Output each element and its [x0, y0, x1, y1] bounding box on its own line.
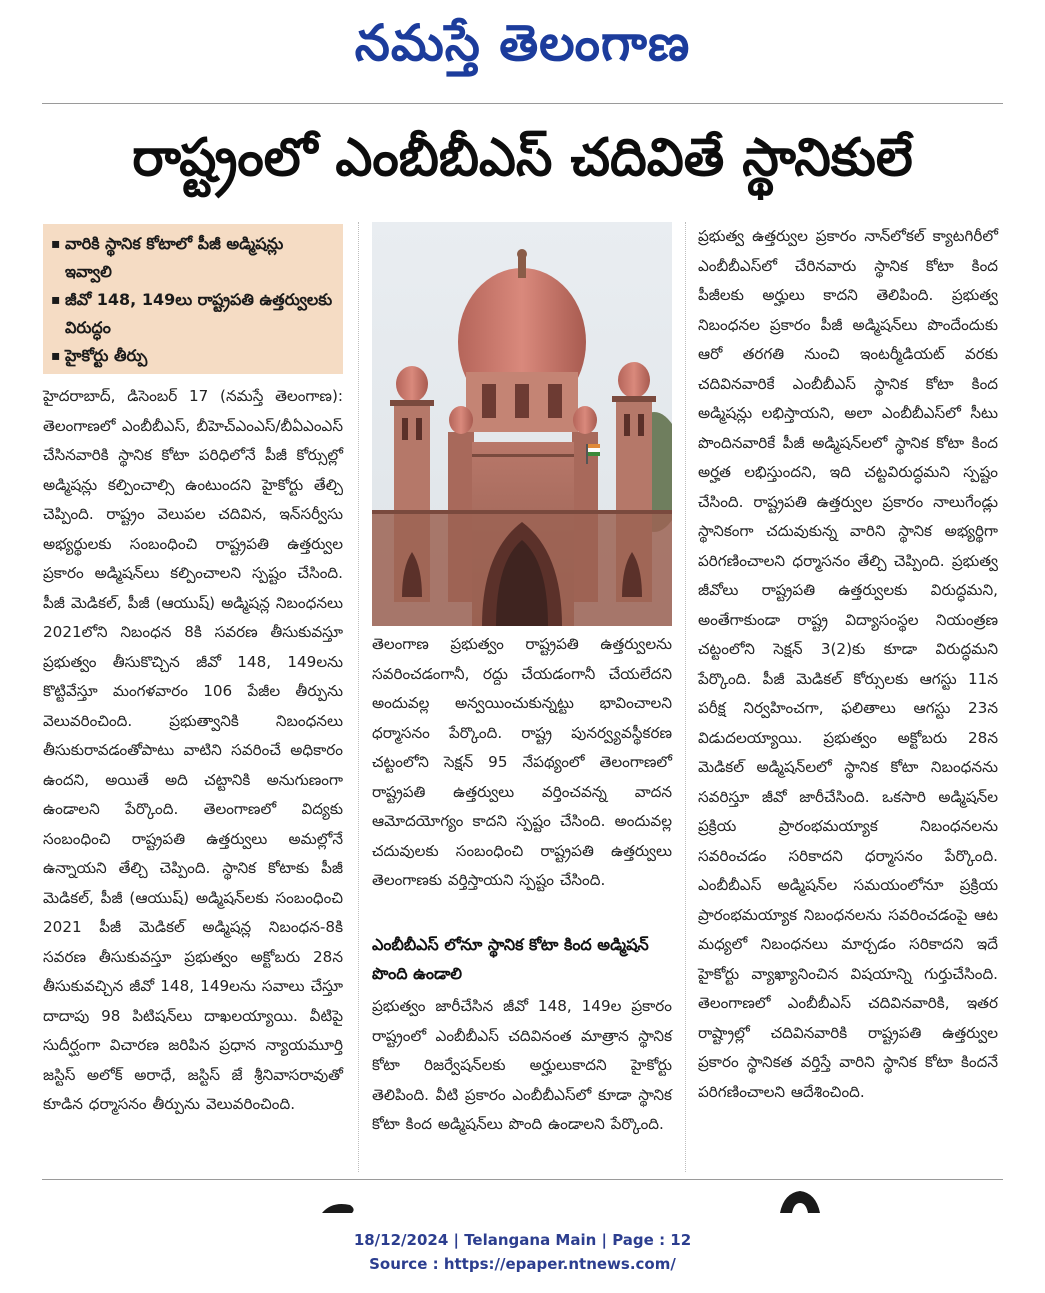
article-subheading: ఎంబీబీఎస్ లోనూ స్థానిక కోటా కింద అడ్మిషన్ పొంది ఉండాలి: [372, 935, 649, 983]
bottom-divider: [42, 1179, 1003, 1180]
article-column-middle-bottom: ప్రభుత్వం జారీచేసిన జీవో 148, 149ల ప్రకారం రాష్ట్రంలో ఎంబీబీఎస్ చదివినంత మాత్రాన స్థానిక కోటా రిజర్వేషన్‌లకు అర్హులుకాదని హైకోర్టు తెలిపింది. వీటి ప్రకారం ఎంబీబీఎస్‌లో కూడా స్థానిక కోటా కింద అడ్మిషన్‌లు పొంది ఉండాలని పేర్కొంది.: [372, 997, 672, 1133]
highlight-item: [51, 230, 335, 286]
article-headline: రాష్ట్రంలో ఎంబీబీఎస్ చదివితే స్థానికులే: [132, 128, 913, 188]
article-column-left: హైదరాబాద్, డిసెంబర్ 17 (నమస్తే తెలంగాణ): తెలంగాణలో ఎంబీబీఎస్, బీహెచ్‌ఎంఎస్/బీఏఎంఎస్ చేసినవారికి స్థానిక కోటా పరిధిలోనే పీజీ కోర్సుల్లో అడ్మిషన్లు కల్పించాల్సి ఉంటుందని హైకోర్టు తేల్చి చెప్పింది. రాష్ట్రం వెలుపల చదివిన, ఇన్‌సర్వీసు అభ్యర్థులకు సంబంధించి రాష్ట్రపతి ఉత్తర్వుల ప్రకారం అడ్మిషన్‌లు కల్పించాలని స్పష్టం చేసింది. పీజీ మెడికల్, పీజీ (ఆయుష్) అడ్మిషన్ల నిబంధనలు 2021లోని నిబంధన 8కి సవరణ తీసుకువస్తూ ప్రభుత్వం తీసుకొచ్చిన జీవో 148, 149లను కొట్టివేస్తూ మంగళవారం 106 పేజీల తీర్పును వెలువరించింది. ప్రభుత్వానికి నిబంధనలు తీసుకురావడంతోపాటు వాటిని సవరించే అధికారం ఉందని, అయితే అది చట్టానికి అనుగుణంగా ఉండాలని పేర్కొంది. తెలంగాణలో విద్యకు సంబంధించి రాష్ట్రపతి ఉత్తర్వులు అమల్లోనే ఉన్నాయని తేల్చి చెప్పింది. స్థానిక కోటాకు పీజీ మెడికల్, పీజీ (ఆయుష్) అడ్మిషన్‌లకు సంబంధించి 2021 పీజీ మెడికల్ అడ్మిషన్ల నిబంధన-8కి సవరణ తీసుకువస్తూ ప్రభుత్వం అక్టోబరు 28న తీసుకువచ్చిన జీవో 148, 149లను సవాలు చేస్తూ దాదాపు 98 పిటిషన్‌లు దాఖలయ్యాయి. వీటిపై సుదీర్ఘంగా విచారణ జరిపిన ప్రధాన న్యాయమూర్తి జస్టిస్ అలోక్ అరాధే, జస్టిస్ జే శ్రీనివాసరావుతో కూడిన ధర్మాసనం తీర్పును వెలువరించింది.: [43, 387, 343, 1113]
bullet-icon: ▪: [51, 292, 61, 308]
highlight-text: వారికి స్థానిక కోటాలో పీజీ అడ్మిషన్లు ఇవ్వాలి: [65, 234, 284, 281]
newspaper-masthead: నమస్తే తెలంగాణ: [354, 13, 691, 72]
bullet-icon: ▪: [51, 348, 61, 364]
highlight-text: జీవో 148, 149లు రాష్ట్రపతి ఉత్తర్వులకు విరుద్ధం: [65, 290, 333, 337]
highlight-text: హైకోర్టు తీర్పు: [65, 346, 148, 365]
highlight-item: [51, 342, 335, 370]
column-divider: [358, 222, 359, 1172]
bullet-icon: ▪: [51, 236, 61, 252]
highlight-item: [51, 286, 335, 342]
high-court-photo: [372, 222, 672, 626]
article-column-middle-top: తెలంగాణ ప్రభుత్వం రాష్ట్రపతి ఉత్తర్వులను సవరించడంగానీ, రద్దు చేయడంగానీ చేయలేదని అందువల్ల అన్వయించుకున్నట్టు భావించాలని ధర్మాసనం పేర్కొంది. రాష్ట్ర పునర్వ్యవస్థీకరణ చట్టంలోని సెక్షన్ 95 నేపథ్యంలో తెలంగాణలో రాష్ట్రపతి ఉత్తర్వులు వర్తించవన్న వాదన ఆమోదయోగ్యం కాదని స్పష్టం చేసింది. అందువల్ల చదువులకు సంబంధించి రాష్ట్రపతి ఉత్తర్వులు తెలంగాణకు వర్తిస్తాయని స్పష్టం చేసింది.: [372, 635, 672, 889]
footer-source-link[interactable]: Source : https://epaper.ntnews.com/: [369, 1255, 676, 1273]
masthead-divider: [42, 103, 1003, 104]
next-article-cutoff: [0, 1183, 1045, 1213]
footer-edition-info: 18/12/2024 | Telangana Main | Page : 12: [353, 1231, 692, 1249]
column-divider: [685, 222, 686, 1172]
highlights-box: [43, 224, 343, 374]
article-column-right: ప్రభుత్వ ఉత్తర్వుల ప్రకారం నాన్‌లోకల్ క్యాటగిరీలో ఎంబీబీఎస్‌లో చేరినవారు స్థానిక కోటా కింద పీజీలకు అర్హులు కాదని తెలిపింది. ప్రభుత్వ నిబంధనల ప్రకారం పీజీ అడ్మిషన్‌లు పొందేందుకు ఆరో తరగతి నుంచి ఇంటర్మీడియట్ వరకు చదివినవారికే ఎంబీబీఎస్ స్థానిక కోటా కింద అడ్మిషన్లు లభిస్తాయని, అలా ఎంబీబీఎస్‌లో సీటు పొందినవారికే పీజీ అడ్మిషన్‌లలో స్థానిక కోటా కింద అర్హత లభిస్తుందని, ఇది చట్టవిరుద్ధమని స్పష్టం చేసింది. రాష్ట్రపతి ఉత్తర్వుల ప్రకారం నాలుగేండ్లు స్థానికంగా చదువుకున్న వారిని స్థానిక అభ్యర్థిగా పరిగణించాలని ధర్మాసనం తేల్చి చెప్పింది. ప్రభుత్వ జీవోలు రాష్ట్రపతి ఉత్తర్వులకు విరుద్ధమని, అంతేగాకుండా రాష్ట్ర విద్యాసంస్థల నియంత్రణ చట్టంలోని సెక్షన్ 3(2)కు కూడా విరుద్ధమని పేర్కొంది. పీజీ మెడికల్ కోర్సులకు ఆగస్టు 11న పరీక్ష నిర్వహించగా, ఫలితాలు ఆగస్టు 23న విడుదలయ్యాయి. ప్రభుత్వం అక్టోబరు 28న మెడికల్ అడ్మిషన్‌లలో స్థానిక కోటా నిబంధనను సవరిస్తూ జీవో జారీచేసింది. ఒకసారి అడ్మిషన్‌ల ప్రక్రియ ప్రారంభమయ్యాక నిబంధనలను సవరించడం సరికాదని ధర్మాసనం పేర్కొంది. ఎంబీబీఎస్ అడ్మిషన్‌ల సమయంలోనూ ప్రక్రియ ప్రారంభమయ్యాక నిబంధనలను సవరించడంపై ఆట మధ్యలో నిబంధనలు మార్చడం సరికాదని ఇదే హైకోర్టు వ్యాఖ్యానించిన విషయాన్ని గుర్తుచేసింది. తెలంగాణలో ఎంబీబీఎస్ చదివినవారికి, ఇతర రాష్ట్రాల్లో చదివినవారికి రాష్ట్రపతి ఉత్తర్వుల ప్రకారం స్థానికత వర్తిస్తే వారిని స్థానిక కోటా కిందనే పరిగణించాలని ఆదేశించింది.: [698, 227, 998, 1101]
